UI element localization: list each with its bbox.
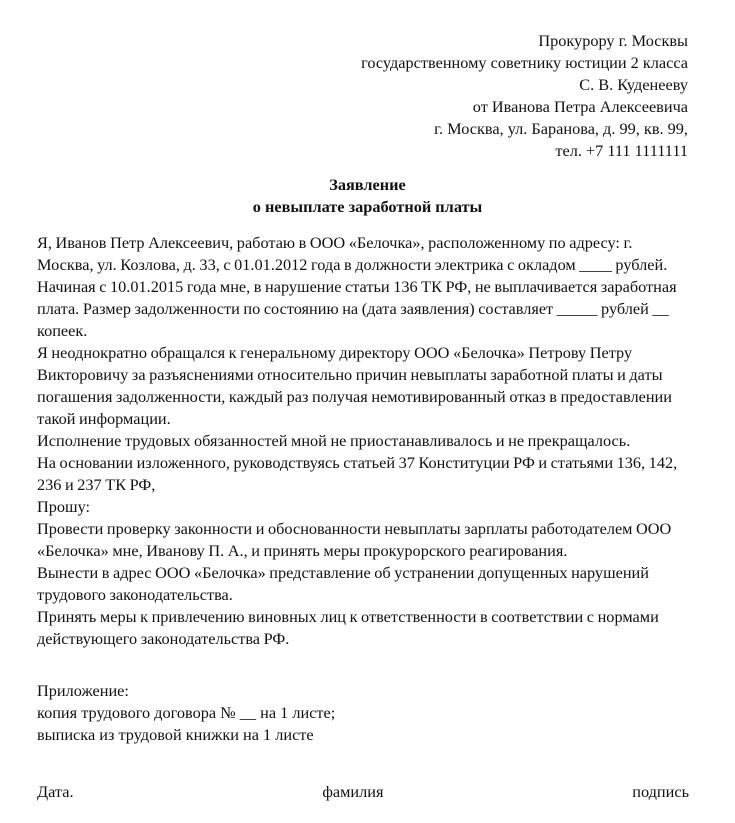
- addressee-line: г. Москва, ул. Баранова, д. 99, кв. 99,: [434, 119, 688, 138]
- body-line: трудового законодательства.: [37, 585, 233, 604]
- title-line-1: Заявление: [329, 175, 406, 194]
- addressee-block: [268, 30, 688, 162]
- body-line: Я, Иванов Петр Алексеевич, работаю в ООО «Белочка», расположенному по адресу: г.: [37, 233, 633, 252]
- request-heading: Прошу:: [37, 497, 91, 516]
- body-line: 236 и 237 ТК РФ,: [37, 475, 156, 494]
- document-body: [37, 232, 705, 650]
- body-line: «Белочка» мне, Иванову П. А., и принять меры прокурорского реагирования.: [37, 541, 568, 560]
- body-line: Викторовичу за разъяснениями относительно причин невыплаты заработной платы и даты: [37, 365, 663, 384]
- body-line: На основании изложенного, руководствуясь статьей 37 Конституции РФ и статьями 136, 142,: [37, 453, 678, 472]
- body-line: плата. Размер задолженности по состоянию на (дата заявления) составляет _____ рублей __: [37, 299, 669, 318]
- body-line: Я неоднократно обращался к генеральному директору ООО «Белочка» Петрову Петру: [37, 343, 633, 362]
- date-label: Дата.: [37, 782, 74, 801]
- addressee-line: С. В. Куденееву: [579, 75, 688, 94]
- document-title: [0, 174, 735, 218]
- body-line: Начиная с 10.01.2015 года мне, в нарушение статьи 136 ТК РФ, не выплачивается заработная: [37, 277, 677, 296]
- body-line: копеек.: [37, 321, 88, 340]
- attachments-block: [37, 680, 705, 746]
- body-line: погашения задолженности, каждый раз получая немотивированный отказ в предоставлении: [37, 387, 672, 406]
- attachment-item: выписка из трудовой книжки на 1 листе: [37, 725, 314, 744]
- body-line: Москва, ул. Козлова, д. 33, с 01.01.2012 года в должности электрика с окладом ____ рублей.: [37, 255, 668, 274]
- body-line: действующего законодательства РФ.: [37, 629, 290, 648]
- body-line: Исполнение трудовых обязанностей мной не приостанавливалось и не прекращалось.: [37, 431, 631, 450]
- body-line: такой информации.: [37, 409, 171, 428]
- body-line: Принять меры к привлечению виновных лиц к ответственности в соответствии с нормами: [37, 607, 659, 626]
- body-line: Вынести в адрес ООО «Белочка» представление об устранении допущенных нарушений: [37, 563, 649, 582]
- addressee-line: от Иванова Петра Алексеевича: [472, 97, 688, 116]
- addressee-line: тел. +7 111 1111111: [555, 141, 688, 160]
- addressee-line: Прокурору г. Москвы: [538, 31, 688, 50]
- body-line: Провести проверку законности и обоснованности невыплаты зарплаты работодателем ООО: [37, 519, 672, 538]
- attachments-heading: Приложение:: [37, 681, 129, 700]
- attachment-item: копия трудового договора № __ на 1 листе;: [37, 703, 336, 722]
- signature-label: подпись: [632, 782, 689, 801]
- addressee-line: государственному советнику юстиции 2 класса: [361, 53, 688, 72]
- surname-label: фамилия: [322, 782, 384, 801]
- signature-row: [37, 781, 689, 823]
- title-line-2: о невыплате заработной платы: [252, 197, 483, 216]
